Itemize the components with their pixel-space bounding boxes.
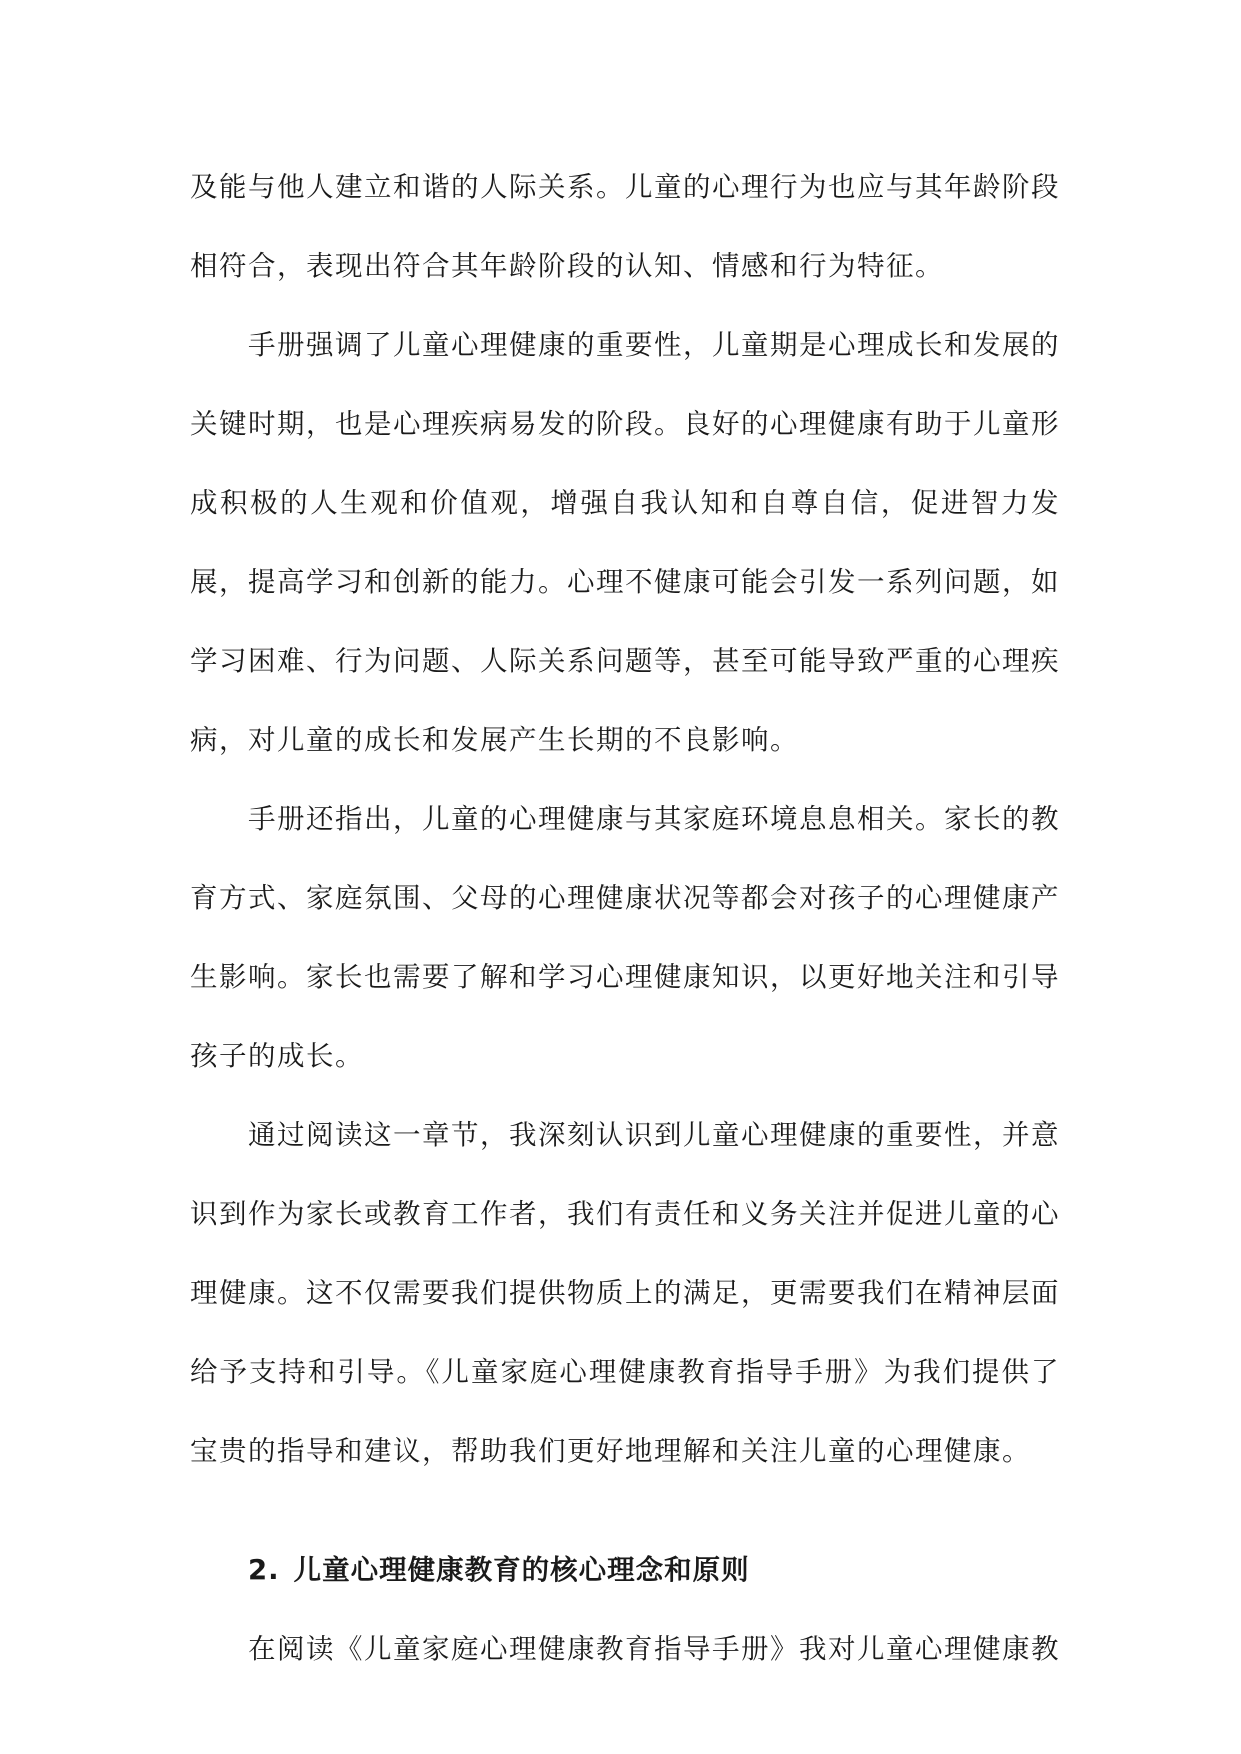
paragraph-5: 在阅读《儿童家庭心理健康教育指导手册》我对儿童心理健康教 <box>248 1633 1060 1665</box>
section-number: 2. <box>248 1554 280 1586</box>
paragraph-2: 手册强调了儿童心理健康的重要性，儿童期是心理成长和发展的关键时期，也是心理疾病易发的阶段。良好的心理健康有助于儿童形成积极的人生观和价值观，增强自我认知和自尊自信，促进智力发展，提高学习和创新的能力。心理不健康可能会引发一系列问题，如学习困难、行为问题、人际关系问题等，甚至可能导致严重的心理疾病，对儿童的成长和发展产生长期的不良影响。 <box>190 329 1060 756</box>
document-body <box>190 148 1060 1689</box>
section-title: 儿童心理健康教育的核心理念和原则 <box>293 1554 750 1586</box>
paragraph-4: 通过阅读这一章节，我深刻认识到儿童心理健康的重要性，并意识到作为家长或教育工作者，我们有责任和义务关注并促进儿童的心理健康。这不仅需要我们提供物质上的满足，更需要我们在精神层面给予支持和引导。《儿童家庭心理健康教育指导手册》为我们提供了宝贵的指导和建议，帮助我们更好地理解和关注儿童的心理健康。 <box>190 1119 1060 1467</box>
paragraph-1: 及能与他人建立和谐的人际关系。儿童的心理行为也应与其年龄阶段相符合，表现出符合其年龄阶段的认知、情感和行为特征。 <box>190 171 1060 282</box>
section-heading <box>190 1531 1060 1610</box>
paragraph-3: 手册还指出，儿童的心理健康与其家庭环境息息相关。家长的教育方式、家庭氛围、父母的心理健康状况等都会对孩子的心理健康产生影响。家长也需要了解和学习心理健康知识，以更好地关注和引导孩子的成长。 <box>190 803 1060 1072</box>
